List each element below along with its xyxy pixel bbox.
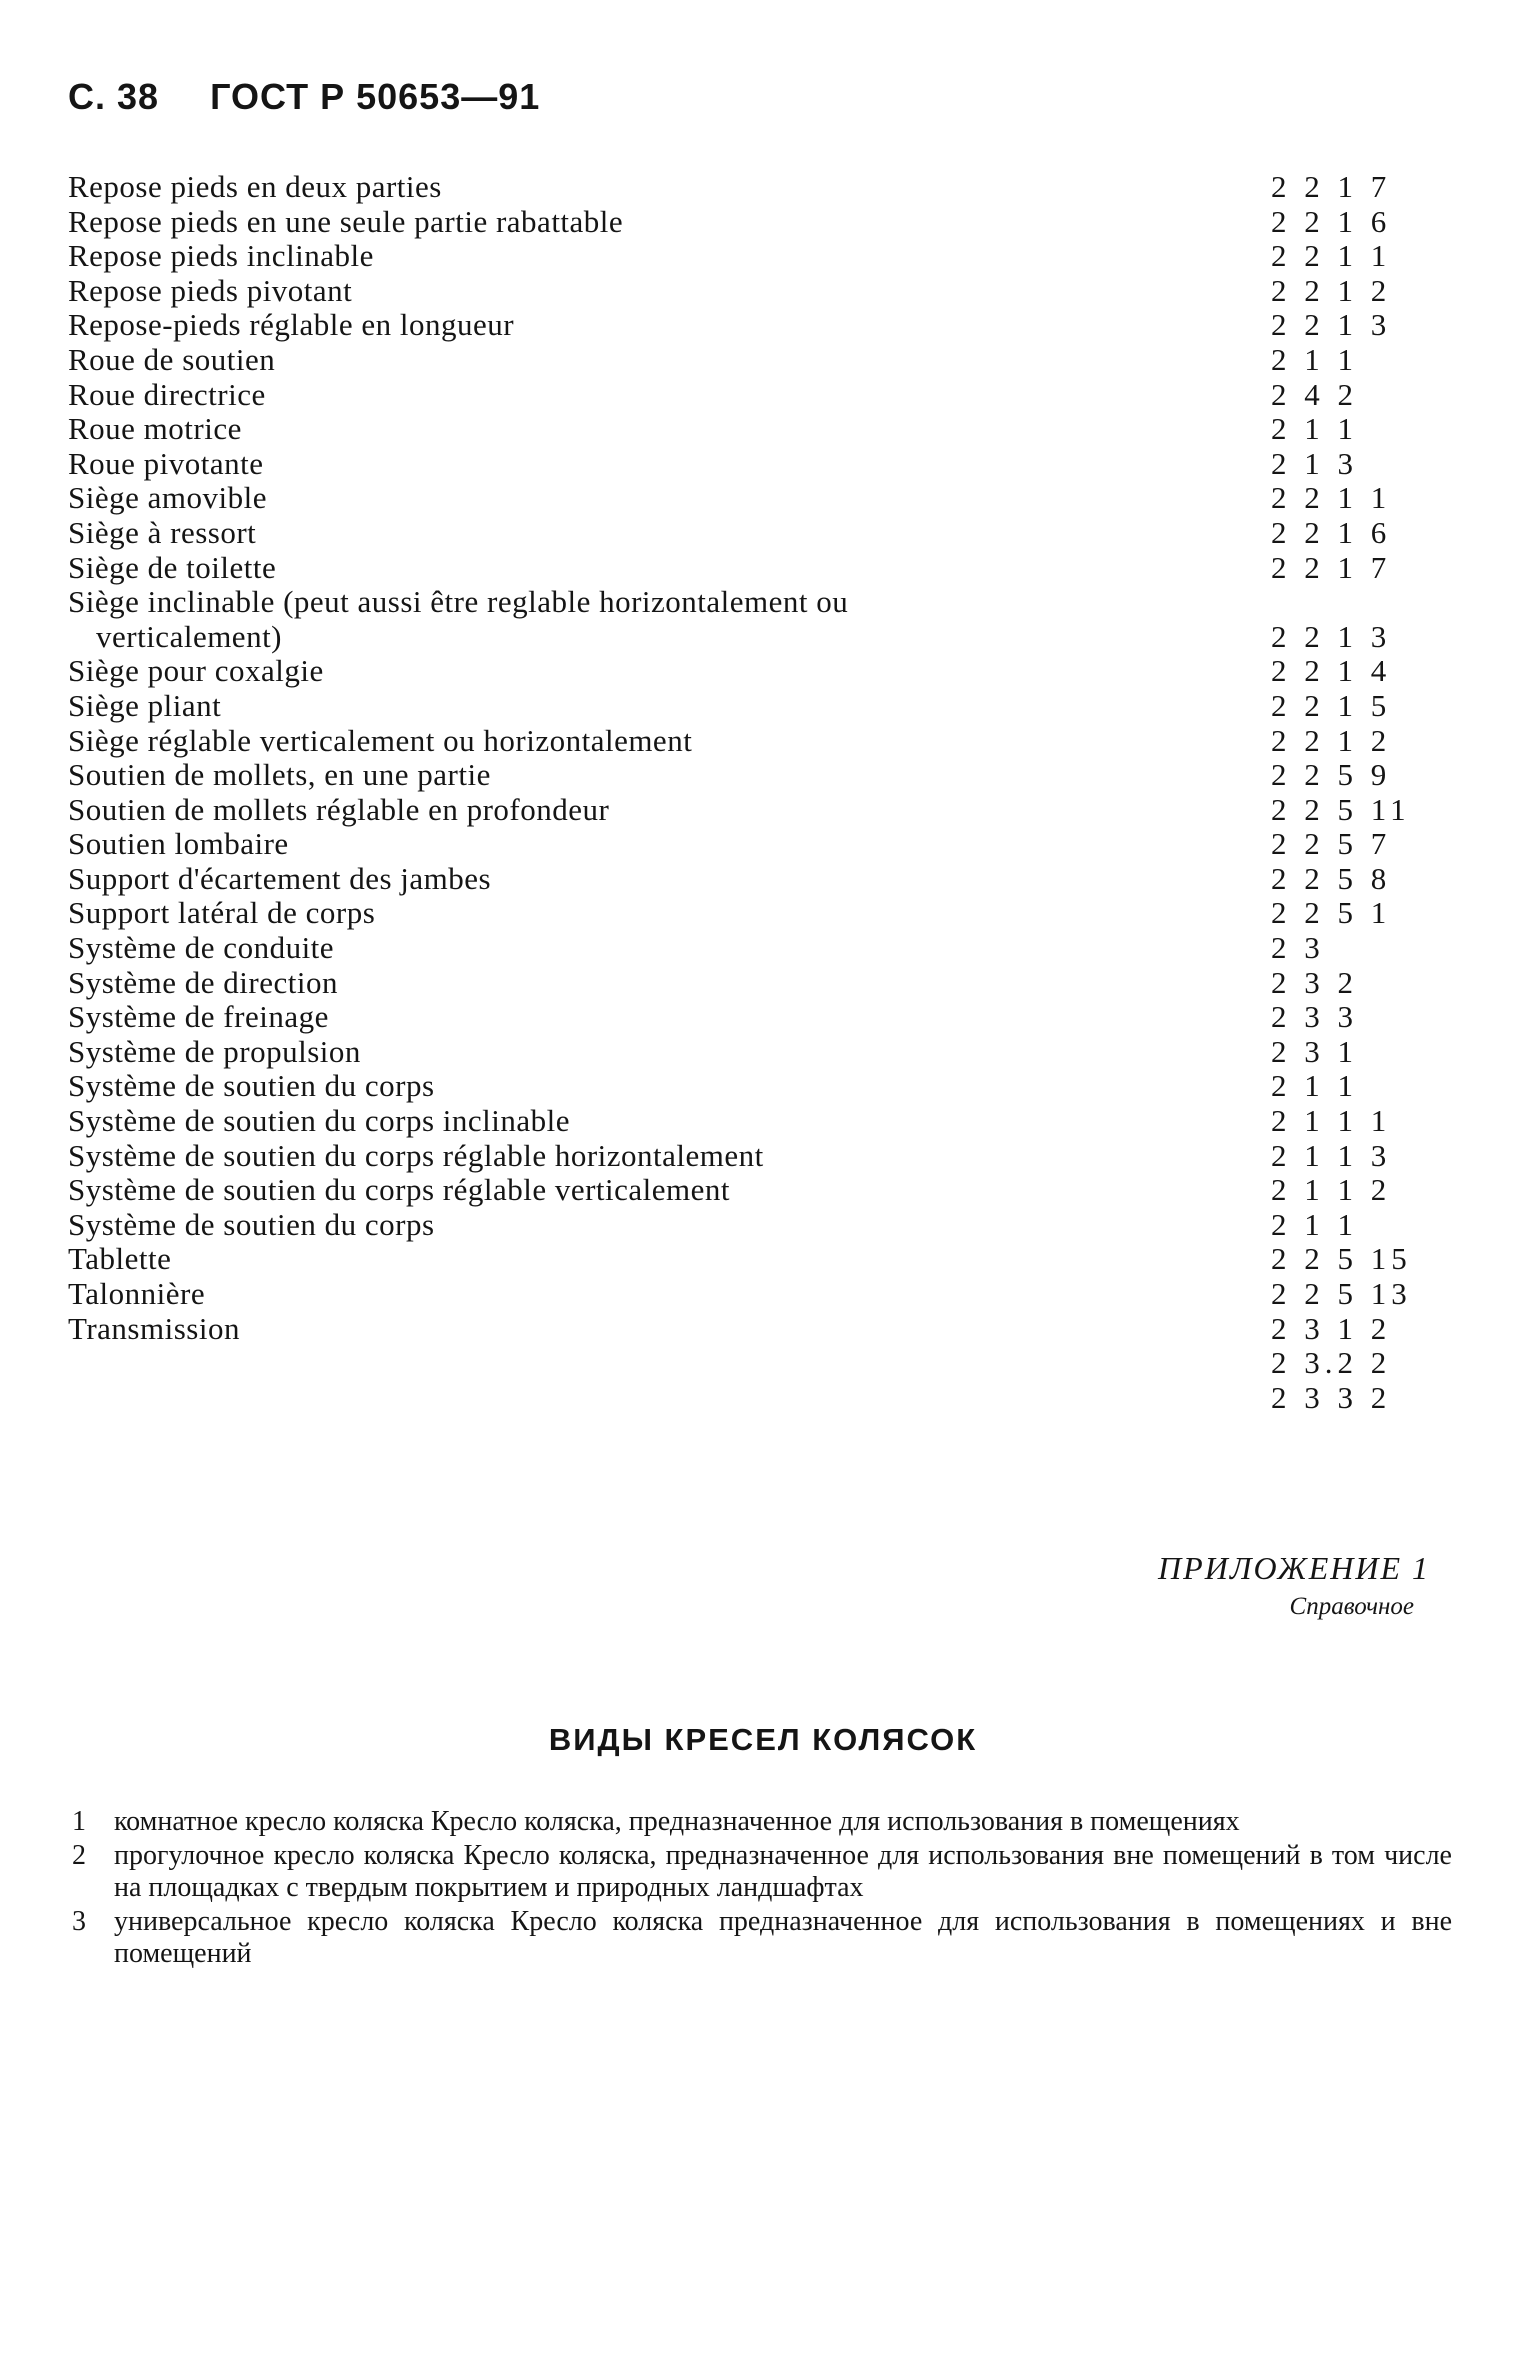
index-code: 2 2 1 2 <box>1271 272 1392 308</box>
index-code: 2 1 1 2 <box>1271 1172 1392 1208</box>
index-code: 2 2 5 1 <box>1271 895 1392 931</box>
index-code: 2 2 5 9 <box>1271 757 1392 793</box>
index-term: Système de conduite <box>68 930 335 966</box>
index-term: Roue motrice <box>68 411 242 447</box>
index-term: Tablette <box>68 1241 172 1277</box>
section-title: ВИДЫ КРЕСЕЛ КОЛЯСОК <box>548 1722 978 1757</box>
index-term: Système de direction <box>68 964 338 1000</box>
index-row <box>68 1208 1398 1243</box>
index-term: Transmission <box>68 1310 240 1346</box>
index-row <box>68 1173 1398 1208</box>
index-term: Système de soutien du corps réglable verticalement <box>68 1172 731 1208</box>
definition-item <box>72 1840 1452 1904</box>
index-row <box>68 343 1398 378</box>
appendix-label: ПРИЛОЖЕНИЕ 1 <box>1158 1550 1430 1586</box>
index-term: Support d'écartement des jambes <box>68 860 492 896</box>
index-term: Siège inclinable (peut aussi être reglable horizontalement ou <box>68 584 849 620</box>
index-code: 2 2 1 3 <box>1271 618 1392 654</box>
index-term: Roue directrice <box>68 376 266 412</box>
definition-number: 2 <box>72 1840 86 1871</box>
index-term: Siège pliant <box>68 687 222 723</box>
index-code: 2 1 1 3 <box>1271 1137 1392 1173</box>
index-row <box>68 412 1398 447</box>
index-term: Soutien de mollets, en une partie <box>68 757 491 793</box>
index-row <box>68 654 1398 689</box>
index-code: 2 1 1 1 <box>1271 1103 1392 1139</box>
index-code: 2 2 1 6 <box>1271 203 1392 239</box>
index-term: Repose pieds inclinable <box>68 238 374 274</box>
index-code: 2 3 1 2 <box>1271 1310 1392 1346</box>
index-code: 2 2 5 7 <box>1271 826 1392 862</box>
index-code: 2 2 1 5 <box>1271 687 1392 723</box>
index-row <box>68 966 1398 1001</box>
index-row <box>68 931 1398 966</box>
index-code: 2 2 1 3 <box>1271 307 1392 343</box>
index-term: Siège réglable verticalement ou horizontalement <box>68 722 693 758</box>
index-row <box>68 1241 1412 1277</box>
index-term: Repose-pieds réglable en longueur <box>68 307 515 343</box>
index-row <box>68 170 1398 205</box>
index-code: 2 1 3 <box>1271 445 1358 481</box>
index-row <box>68 1276 1412 1312</box>
index-code: 2 2 1 4 <box>1271 653 1392 689</box>
definition-number: 1 <box>72 1806 86 1837</box>
term-index <box>68 169 1412 1415</box>
index-term: Roue de soutien <box>68 341 276 377</box>
index-code: 2 1 1 <box>1271 1068 1358 1104</box>
index-row <box>68 585 1398 620</box>
index-term: Siège de toilette <box>68 549 277 585</box>
index-term: Roue pivotante <box>68 445 264 481</box>
appendix-subtitle: Справочное <box>1289 1593 1414 1620</box>
standard-designation: ГОСТ Р 50653—91 <box>210 76 541 117</box>
index-code: 2 2 1 6 <box>1271 514 1392 550</box>
index-term: Repose pieds en une seule partie rabattable <box>68 203 624 239</box>
index-row <box>68 758 1398 793</box>
index-code: 2 2 1 1 <box>1271 480 1392 516</box>
page-number: С. 38 <box>68 76 160 117</box>
index-row <box>68 551 1398 586</box>
index-row <box>68 896 1398 931</box>
definitions-list <box>72 1806 1452 1972</box>
index-code: 2 4 2 <box>1271 376 1358 412</box>
index-row <box>68 724 1398 759</box>
index-row <box>68 1312 1398 1347</box>
index-row <box>68 1104 1398 1139</box>
index-term: Système de soutien du corps <box>68 1206 435 1242</box>
index-term: Support latéral de corps <box>68 895 376 931</box>
index-row <box>68 620 1398 655</box>
definition-item <box>72 1906 1452 1970</box>
page-header <box>68 76 540 118</box>
index-code: 2 2 1 1 <box>1271 238 1392 274</box>
index-code: 2 3 2 <box>1271 964 1358 1000</box>
definition-text: универсальное кресло коляска Кресло коляска предназначенное для использования в помещениях и вне помещений <box>114 1906 1452 1969</box>
index-row <box>68 1000 1398 1035</box>
index-code: 2 2 5 15 <box>1271 1241 1412 1277</box>
definition-text: комнатное кресло коляска Кресло коляска, предназначенное для использования в помещениях <box>114 1806 1240 1837</box>
index-term: Repose pieds pivotant <box>68 272 353 308</box>
index-code: 2 2 1 7 <box>1271 169 1392 204</box>
index-code: 2 3 <box>1271 930 1325 966</box>
index-row <box>68 1381 1398 1416</box>
index-code: 2 2 5 8 <box>1271 860 1392 896</box>
index-row <box>68 239 1398 274</box>
index-term: Soutien lombaire <box>68 826 289 862</box>
index-row <box>68 481 1398 516</box>
index-code: 2 2 1 2 <box>1271 722 1392 758</box>
index-row <box>68 205 1398 240</box>
index-code: 2 2 5 11 <box>1271 791 1411 827</box>
index-term: Talonnière <box>68 1276 206 1311</box>
index-row <box>68 308 1398 343</box>
index-row <box>68 791 1411 828</box>
index-row <box>68 689 1398 724</box>
index-term: Système de soutien du corps inclinable <box>68 1103 570 1139</box>
index-code: 2 1 1 <box>1271 411 1358 447</box>
index-row <box>68 1035 1398 1070</box>
index-code: 2 3 3 <box>1271 999 1358 1035</box>
index-term: Siège à ressort <box>68 514 257 550</box>
definition-number: 3 <box>72 1906 86 1937</box>
index-term: Siège pour coxalgie <box>68 653 324 689</box>
index-term: Système de soutien du corps <box>68 1068 435 1104</box>
index-term: Repose pieds en deux parties <box>68 169 442 204</box>
index-code: 2 2 1 7 <box>1271 549 1392 585</box>
index-code: 2 1 1 <box>1271 341 1358 377</box>
index-row <box>68 447 1398 482</box>
index-term: Soutien de mollets réglable en profondeur <box>68 791 610 827</box>
index-term: verticalement) <box>96 618 283 654</box>
index-row <box>68 827 1398 862</box>
appendix-heading <box>1158 1550 1430 1621</box>
index-term: Système de propulsion <box>68 1033 361 1069</box>
index-row <box>68 1139 1398 1174</box>
index-code: 2 2 5 13 <box>1271 1276 1412 1311</box>
definition-item <box>72 1806 1452 1838</box>
index-code: 2 3.2 2 <box>1271 1345 1392 1381</box>
index-row <box>68 516 1398 551</box>
index-row <box>68 1069 1398 1104</box>
definition-text: прогулочное кресло коляска Кресло коляска, предназначенное для использования вне помещений в том числе на площадках с твердым покрытием и природных ландшафтах <box>114 1840 1452 1903</box>
index-row <box>68 862 1398 897</box>
index-row <box>68 274 1398 309</box>
index-code: 2 1 1 <box>1271 1206 1358 1242</box>
index-row <box>68 1346 1398 1381</box>
index-term: Système de soutien du corps réglable horizontalement <box>68 1137 764 1173</box>
index-code: 2 3 1 <box>1271 1033 1358 1069</box>
index-code: 2 3 3 2 <box>1271 1379 1392 1415</box>
index-row <box>68 378 1398 413</box>
index-term: Système de freinage <box>68 999 329 1035</box>
index-term: Siège amovible <box>68 480 267 516</box>
